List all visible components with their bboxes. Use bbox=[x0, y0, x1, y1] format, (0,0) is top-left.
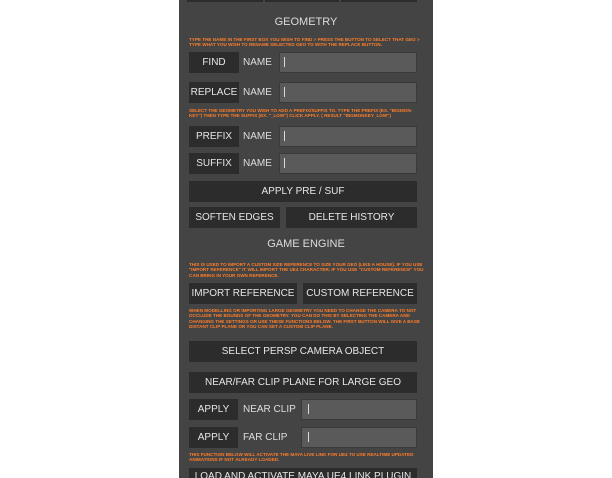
replace-input[interactable] bbox=[279, 82, 417, 103]
far-clip-label: FAR CLIP bbox=[243, 432, 288, 443]
select-persp-camera-button[interactable]: SELECT PERSP CAMERA OBJECT bbox=[189, 341, 417, 362]
tool-panel bbox=[179, 0, 433, 478]
live-link-plugin-button[interactable]: LOAD AND ACTIVATE MAYA UE4 LINK PLUGIN bbox=[189, 468, 417, 478]
find-replace-note: TYPE THE NAME IN THE FIRST BOX YOU WISH TO FIND > PRESS THE BUTTON TO SELECT THAT GEO > TYPE WHAT YOU WISH TO RENAME SELECTED GEO TO WITH THE REPLACE BUTTON. bbox=[189, 37, 420, 48]
custom-reference-button[interactable]: CUSTOM REFERENCE bbox=[303, 283, 417, 304]
apply-far-clip-button[interactable]: APPLY bbox=[189, 427, 238, 448]
suffix-button[interactable]: SUFFIX bbox=[189, 153, 239, 174]
suffix-name-label: NAME bbox=[243, 158, 272, 169]
camera-note: WHEN MODELLING OR IMPORTING LARGE GEOMETRY YOU NEED TO CHANGE THE CAMERA TO NOT OCCLUDE THE BOUNDS OF THE GEOMETRY. YOU CAN DO THIS BY SELECTING THE CAMERA AND CHANGING THE SETTINGS OR USE THESE FUNCTIONS BELOW. THE FIRST BUTTON WILL GIVE A BASE DISTANT CLIP PLANE OR YOU CAN SET A CUSTOM CLIP PLANE. bbox=[189, 308, 420, 330]
near-clip-label: NEAR CLIP bbox=[243, 404, 296, 415]
apply-near-clip-button[interactable]: APPLY bbox=[189, 399, 238, 420]
geometry-header: GEOMETRY bbox=[274, 16, 338, 28]
near-far-clip-button[interactable]: NEAR/FAR CLIP PLANE FOR LARGE GEO bbox=[189, 372, 417, 393]
import-reference-button[interactable]: IMPORT REFERENCE bbox=[189, 283, 297, 304]
prefix-name-label: NAME bbox=[243, 131, 272, 142]
top-tab-3[interactable] bbox=[341, 0, 417, 2]
prefix-input[interactable] bbox=[279, 126, 417, 147]
prefix-button[interactable]: PREFIX bbox=[189, 126, 239, 147]
near-clip-input[interactable] bbox=[301, 399, 417, 420]
delete-history-button[interactable]: DELETE HISTORY bbox=[286, 207, 417, 228]
live-link-note: THIS FUNCTION BELOW WILL ACTIVATE THE MAYA LIVE LINK FOR UE4 TO USE REALTIME UPDATED ANIMATIONS IF NOT ALREADY LOADED. bbox=[189, 452, 414, 463]
replace-button[interactable]: REPLACE bbox=[189, 82, 239, 103]
suffix-input[interactable] bbox=[279, 153, 417, 174]
apply-pre-suf-button[interactable]: APPLY PRE / SUF bbox=[189, 181, 417, 202]
find-input[interactable] bbox=[279, 52, 417, 73]
replace-name-label: NAME bbox=[243, 87, 272, 98]
prefix-suffix-note: SELECT THE GEOMETRY YOU WISH TO ADD A PREFIX/SUFFIX TO. TYPE THE PREFIX (EX. "BIGMON-KEY") THEN TYPE THE SUFFIX (EX. "_LOW") CLICK APPLY. ( RESULT "BIGMONKEY_LOW") bbox=[189, 108, 413, 119]
top-tab-1[interactable] bbox=[187, 0, 263, 2]
game-engine-header: GAME ENGINE bbox=[267, 238, 345, 250]
reference-note: THIS IS USED TO IMPORT A CUSTOM SIZE REFERENCE TO SIZE YOUR GEO (LIKE A HOUSE). IF YOU USE "IMPORT REFERENCE" IT WILL IMPORT THE UE4 CHARACTER. IF YOU USE "CUSTOM REFERENCE" YOU CAN BRING IN YOUR OWN REFERENCE. bbox=[189, 262, 424, 278]
find-name-label: NAME bbox=[243, 57, 272, 68]
find-button[interactable]: FIND bbox=[189, 52, 239, 73]
soften-edges-button[interactable]: SOFTEN EDGES bbox=[189, 207, 280, 228]
far-clip-input[interactable] bbox=[301, 427, 417, 448]
top-tab-2[interactable] bbox=[265, 0, 339, 2]
